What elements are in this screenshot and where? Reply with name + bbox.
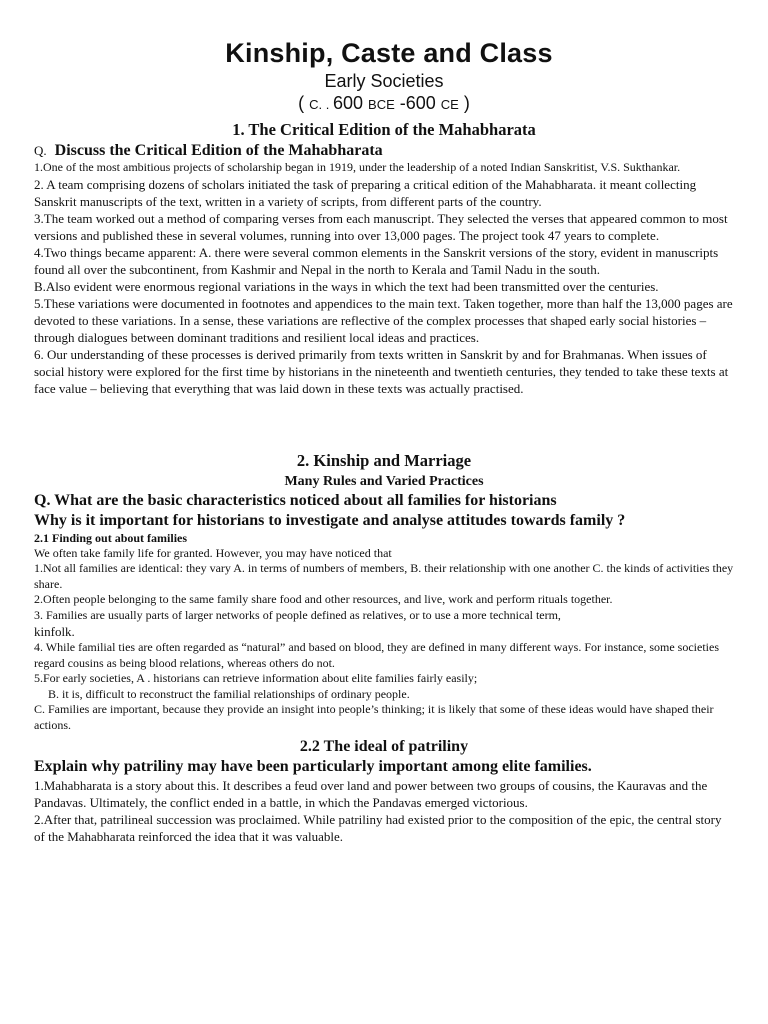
section2-line-4: 3. Families are usually parts of larger networks of people defined as relatives, or to use a more technical term, [34,607,561,622]
date-c: C. . [309,97,333,112]
section2-line-2: 1.Not all families are identical: they vary A. in terms of numbers of members, B. their relationship with one another C. the kinds of activities they share. [34,561,734,591]
question-label: Q. [34,143,47,158]
section1-question [34,141,734,160]
question-text: Discuss the Critical Edition of the Mahabharata [54,142,383,159]
date-close: ) [458,93,470,113]
section2-question-1: Q. What are the basic characteristics noticed about all families for historians [34,491,557,509]
section22-question: Explain why patriliny may have been particularly important among elite families. [34,758,592,775]
section2-question-2: Why is it important for historians to investigate and analyse attitudes towards family ? [34,511,626,529]
section22-para-1: 1.Mahabharata is a story about this. It describes a feud over land and power between two groups of cousins, the Kauravas and the Pandavas. Ultimately, the conflict ended in a battle, in which the Pandavas emerged victorious. [34,778,708,810]
section1-para-1: 1.One of the most ambitious projects of scholarship began in 1919, under the leadership of a noted Indian Sanskritist, V.S. Sukthankar. [34,160,681,174]
section1-para-5: B.Also evident were enormous regional variations in the ways in which the text had been transmitted over the centuries. [34,278,659,294]
section2-line-1: We often take family life for granted. However, you may have noticed that [34,545,392,560]
section2-line-3: 2.Often people belonging to the same family share food and other resources, and live, work and perform rituals together. [34,592,613,606]
section2-line-8: B. it is, difficult to reconstruct the familial relationships of ordinary people. [48,686,410,701]
date-ce: CE [440,97,459,112]
section2-line-5: kinfolk. [34,624,75,639]
date-600a: 600 [332,93,369,113]
section1-heading: 1. The Critical Edition of the Mahabharata [232,120,536,139]
section1-para-3: 3.The team worked out a method of comparing verses from each manuscript. They selected the verses that appeared common to most versions and published these in several volumes, running into over 13,000 pages. The project took 47 years to complete. [34,210,728,243]
spacer [34,397,734,451]
date-range [34,92,734,116]
section2-subheading: Many Rules and Varied Practices [284,473,484,489]
section2-line-7: 5.For early societies, A . historians can retrieve information about elite families fairly easily; [34,671,478,685]
section1-para-4: 4.Two things became apparent: A. there were several common elements in the Sanskrit versions of the story, evident in manuscripts found all over the subcontinent, from Kashmir and Nepal in the north to Kerala and Tamil Nadu in the south. [34,244,719,277]
subsection-heading: 2.1 Finding out about families [34,530,188,545]
section22-heading: 2.2 The ideal of patriliny [299,738,469,755]
page-title: Kinship, Caste and Class [225,38,553,68]
section2-heading: 2. Kinship and Marriage [296,450,472,470]
section22-para-2: 2.After that, patrilineal succession was proclaimed. While patriliny had existed prior to the composition of the epic, the central story of the Mahabharata reinforced the idea that it was valuable. [34,812,722,844]
section2-line-6: 4. While familial ties are often regarded as “natural” and based on blood, they are defined in many different ways. For instance, some societies regard cousins as being blood relations, whereas others do not. [34,640,719,670]
date-600b: -600 [394,93,441,113]
section1-para-7: 6. Our understanding of these processes is derived primarily from texts written in Sanskrit by and for Brahmanas. When issues of social history were explored for the first time by historians in the nineteenth and twentieth centuries, they tended to take these texts at face value – believing that everything that was laid down in these texts was actually practised. [34,346,729,396]
date-open: ( [298,93,310,113]
section1-para-2: 2. A team comprising dozens of scholars initiated the task of preparing a critical edition of the Mahabharata. it meant collecting Sanskrit manuscripts of the text, written in a variety of scripts, from different parts of the country. [34,176,697,209]
section1-para-6: 5.These variations were documented in footnotes and appendices to the main text. Taken together, more than half the 13,000 pages are devoted to these variations. In a sense, these variations are reflective of the complex processes that shaped early social histories – through dialogues between dominant traditions and resilient local ideas and practices. [34,295,733,345]
page-subtitle: Early Societies [324,71,444,91]
date-bce: BCE [368,97,395,112]
section2-line-9: C. Families are important, because they provide an insight into people’s thinking; it is likely that some of these ideas would have shaped their actions. [34,702,714,732]
